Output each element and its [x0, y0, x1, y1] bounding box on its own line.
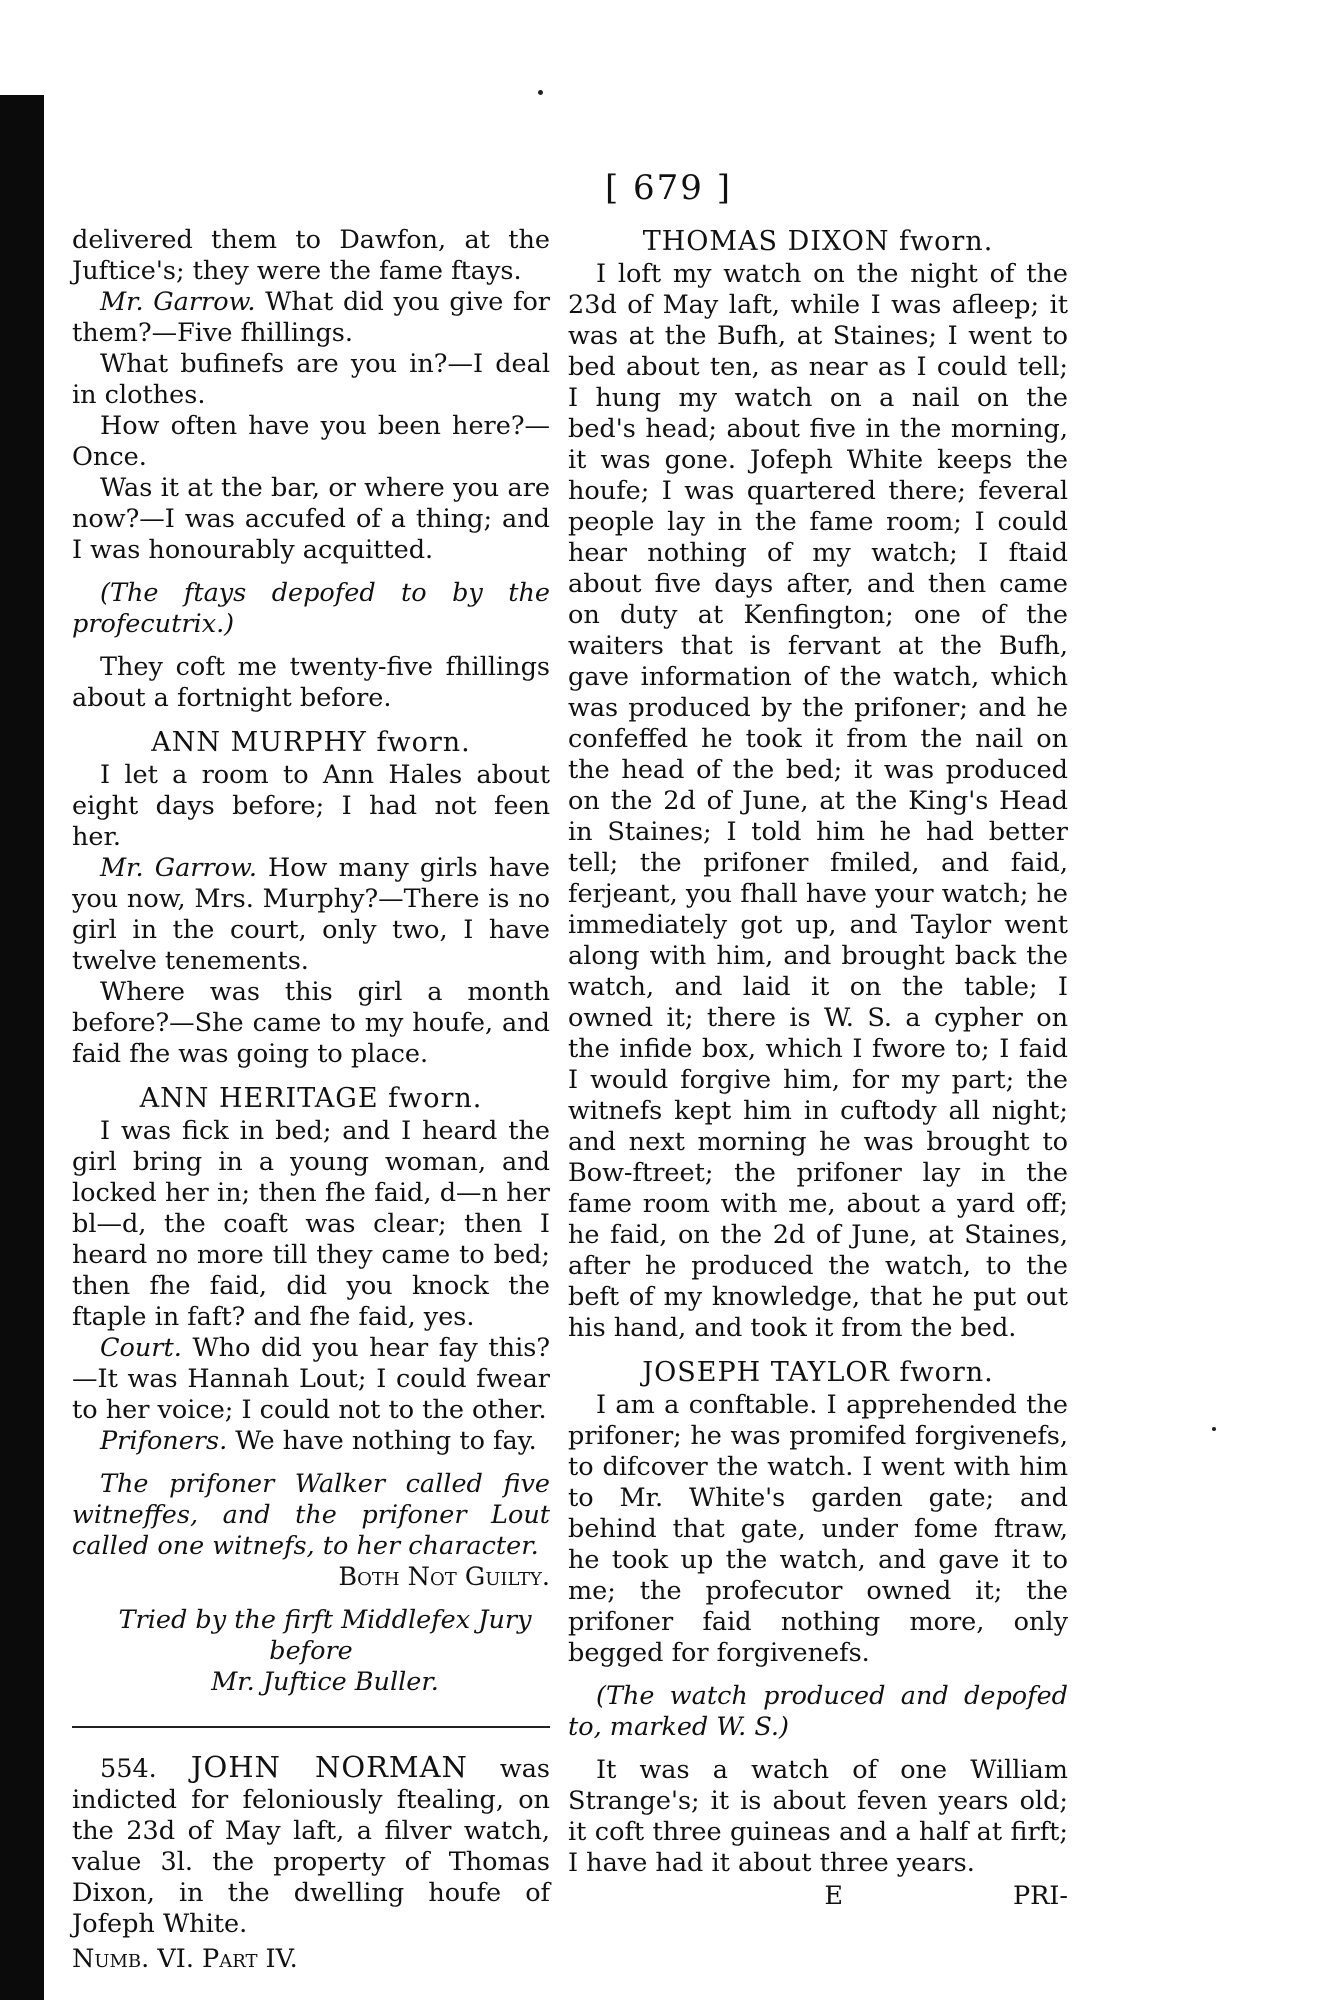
page-number-header: [ 679 ]: [604, 168, 733, 208]
paragraph: They coft me twenty-five fhillings about a fortnight before.: [72, 652, 550, 713]
speaker: Mr. Garrow.: [100, 853, 257, 883]
spacer: [72, 1593, 550, 1605]
witness-heading: JOSEPH TAYLOR fworn.: [642, 1357, 994, 1388]
issue-number: Numb. VI. Part IV.: [72, 1944, 298, 1974]
jury-note: Mr. Juftice Buller.: [211, 1667, 439, 1697]
section-rule: [72, 1726, 550, 1728]
paragraph: I let a room to Ann Hales about eight days before; I had not feen her.: [72, 760, 550, 852]
editorial-note: The prifoner Walker called five witneffes, and the prifoner Lout called one witnefs, to her character.: [72, 1469, 550, 1561]
verdict: Both Not Guilty.: [338, 1562, 550, 1592]
witness-heading: ANN MURPHY fworn.: [151, 727, 471, 758]
right-column: [568, 225, 1068, 1912]
ink-speck: [1212, 1427, 1216, 1431]
case-paragraph: [72, 1752, 550, 1940]
paragraph: [72, 1426, 550, 1457]
book-binding-edge: [0, 95, 44, 2000]
paragraph: I was fick in bed; and I heard the girl bring in a young woman, and locked her in; then fhe faid, d—n her bl—d, the coaft was clear; then I heard no more till they came to bed; then fhe faid, did you knock the ftaple in faft? and fhe faid, yes.: [72, 1116, 550, 1332]
paragraph: It was a watch of one William Strange's; it is about feven years old; it coft three guineas and a half at firft; I have had it about three years.: [568, 1755, 1068, 1878]
speech: Who did you hear fay this?—It was Hannah Lout; I could fwear to her voice; I could not to the other.: [72, 1333, 550, 1425]
speaker: Prifoners.: [100, 1426, 228, 1456]
spacer: [72, 640, 550, 652]
speaker: Court.: [100, 1333, 182, 1363]
spacer: [568, 1743, 1068, 1755]
speech: We have nothing to fay.: [227, 1426, 537, 1456]
spacer: [72, 714, 550, 726]
case-number: 554.: [100, 1754, 157, 1784]
catchword: PRI-: [1012, 1881, 1068, 1911]
witness-heading: ANN HERITAGE fworn.: [139, 1083, 483, 1114]
spacer: [72, 1457, 550, 1469]
spacer: [72, 1070, 550, 1082]
paragraph: [72, 1333, 550, 1426]
witness-heading: THOMAS DIXON fworn.: [642, 226, 994, 257]
editorial-note: (The ftays depofed to by the profecutrix.): [72, 578, 550, 639]
ink-speck: [538, 90, 543, 95]
speaker: Mr. Garrow.: [100, 287, 256, 317]
signature-mark: E: [824, 1881, 843, 1911]
paragraph: delivered them to Dawfon, at the Juftice's; they were the fame ftays.: [72, 225, 550, 286]
spacer: [72, 566, 550, 578]
spacer: [568, 1669, 1068, 1681]
left-column: [72, 225, 550, 1975]
paragraph: [72, 287, 550, 349]
paragraph: What bufinefs are you in?—I deal in clothes.: [72, 349, 550, 410]
indictment: was indicted for feloniously ftealing, on the 23d of May laft, a filver watch, value 3l. the property of Thomas Dixon, in the dwelling houfe of Jofeph White.: [72, 1754, 550, 1939]
spacer: [568, 1344, 1068, 1356]
speech: How many girls have you now, Mrs. Murphy?—There is no girl in the court, only two, I have twelve tenements.: [72, 853, 550, 976]
speech: What did you give for them?—Five fhillings.: [72, 287, 550, 348]
defendant-name: JOHN NORMAN: [156, 1750, 468, 1784]
paragraph: How often have you been here?—Once.: [72, 411, 550, 472]
paragraph: Where was this girl a month before?—She came to my houfe, and faid fhe was going to place.: [72, 977, 550, 1069]
paragraph: Was it at the bar, or where you are now?—I was accufed of a thing; and I was honourably acquitted.: [72, 473, 550, 565]
paragraph: I am a conftable. I apprehended the prifoner; he was promifed forgivenefs, to difcover the watch. I went with him to Mr. White's garden gate; and behind that gate, under fome ftraw, he took up the watch, and gave it to me; the profecutor owned it; the prifoner faid nothing more, only begged for forgivenefs.: [568, 1390, 1068, 1668]
footer: [72, 1944, 550, 1975]
page-footer: [568, 1881, 1068, 1912]
jury-note: Tried by the firft Middlefex Jury before: [118, 1605, 532, 1666]
paragraph: [72, 853, 550, 977]
editorial-note: (The watch produced and depofed to, marked W. S.): [568, 1681, 1068, 1742]
paragraph: I loft my watch on the night of the 23d of May laft, while I was afleep; it was at the Bufh, at Staines; I went to bed about ten, as near as I could tell; I hung my watch on a nail on the bed's head; about five in the morning, it was gone. Jofeph White keeps the houfe; I was quartered there; feveral people lay in the fame room; I could hear nothing of my watch; I ftaid about five days after, and then came on duty at Kenfington; one of the waiters that is fervant at the Bufh, gave information of the watch, which was produced by the prifoner; and he confeffed he took it from the nail on the head of the bed; it was produced on the 2d of June, at the King's Head in Staines; I told him he had better tell; the prifoner fmiled, and faid, ferjeant, you fhall have your watch; he immediately got up, and Taylor went along with him, and brought back the watch, and laid it on the table; I owned it; there is W. S. a cypher on the infide box, which I fwore to; I faid I would forgive him, for my part; the witnefs kept him in cuftody all night; and next morning he was brought to Bow-ftreet; the prifoner lay in the fame room with me, about a yard off; he faid, on the 2d of June, at Staines, after he produced the watch, to the beft of my knowledge, that he put out his hand, and took it from the bed.: [568, 259, 1068, 1343]
